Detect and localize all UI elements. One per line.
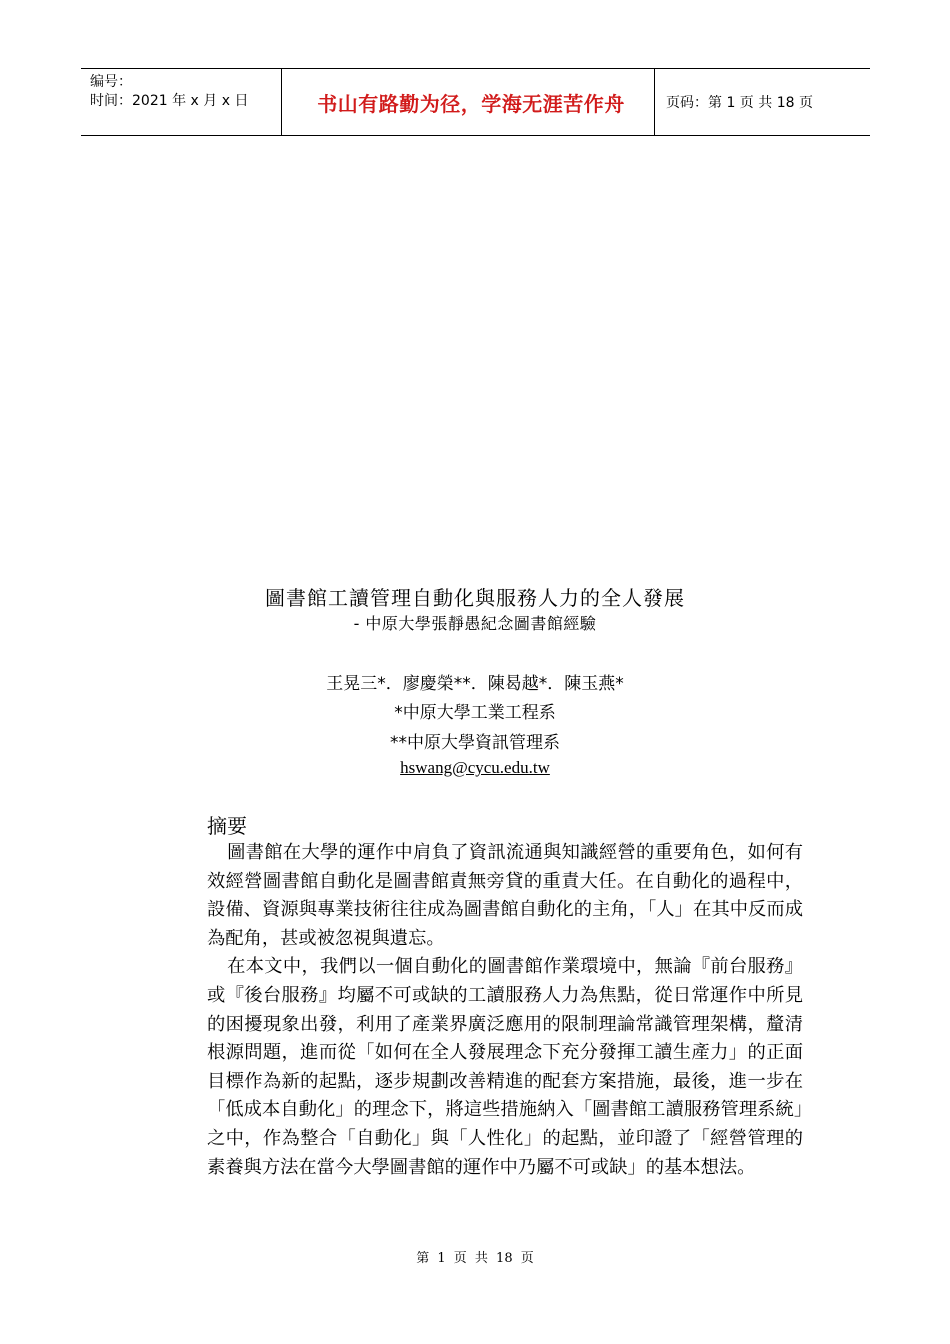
affiliation-information-management: **中原大學資訊管理系 bbox=[390, 733, 560, 753]
header-motto-cell bbox=[282, 69, 655, 135]
header-motto: 书山有路勤为径，学海无涯苦作舟 bbox=[317, 91, 625, 116]
author-email-text[interactable]: hswang@cycu.edu.tw bbox=[400, 758, 550, 777]
abstract-paragraph: 在本文中，我們以一個自動化的圖書館作業環境中，無論『前台服務』或『後台服務』均屬不可或缺的工讀服務人力為焦點，從日常運作中所見的困擾現象出發，利用了產業界廣泛應用的限制理論常識管理架構，釐清根源問題，進而從「如何在全人發展理念下充分發揮工讀生產力」的正面目標作為新的起點，逐步規劃改善精進的配套方案措施，最後，進一步在「低成本自動化」的理念下，將這些措施納入「圖書館工讀服務管理系統」之中，作為整合「自動化」與「人性化」的起點，並印證了「經營管理的素養與方法在當今大學圖書館的運作中乃屬不可或缺」的基本想法。 bbox=[207, 956, 803, 1178]
document-number-label: 编号： bbox=[90, 74, 132, 90]
author-email-link[interactable] bbox=[0, 758, 950, 778]
document-date: 时间：2021 年 x 月 x 日 bbox=[90, 93, 249, 109]
footer-page-number: 第 1 页 共 18 页 bbox=[416, 1251, 534, 1266]
header-page-info: 页码：第 1 页 共 18 页 bbox=[666, 95, 813, 111]
abstract-body bbox=[207, 839, 803, 1182]
affiliation-industrial-engineering: *中原大學工業工程系 bbox=[394, 703, 556, 723]
header-meta-cell bbox=[81, 69, 282, 135]
abstract-paragraph: 圖書館在大學的運作中肩負了資訊流通與知識經營的重要角色，如何有效經營圖書館自動化是圖書館責無旁貸的重責大任。在自動化的過程中，設備、資源與專業技術往往成為圖書館自動化的主角，「人」在其中反而成為配角，甚或被忽視與遺忘。 bbox=[207, 842, 803, 949]
header-table bbox=[81, 68, 870, 136]
header-page-cell bbox=[655, 69, 870, 135]
paper-authors: 王晃三*．廖慶榮**．陳曷越*．陳玉燕* bbox=[326, 674, 624, 694]
abstract-heading: 摘要 bbox=[207, 814, 247, 838]
paper-subtitle: - 中原大學張靜愚紀念圖書館經驗 bbox=[353, 614, 597, 633]
page-footer bbox=[0, 1247, 950, 1266]
paper-title: 圖書館工讀管理自動化與服務人力的全人發展 bbox=[265, 586, 685, 610]
